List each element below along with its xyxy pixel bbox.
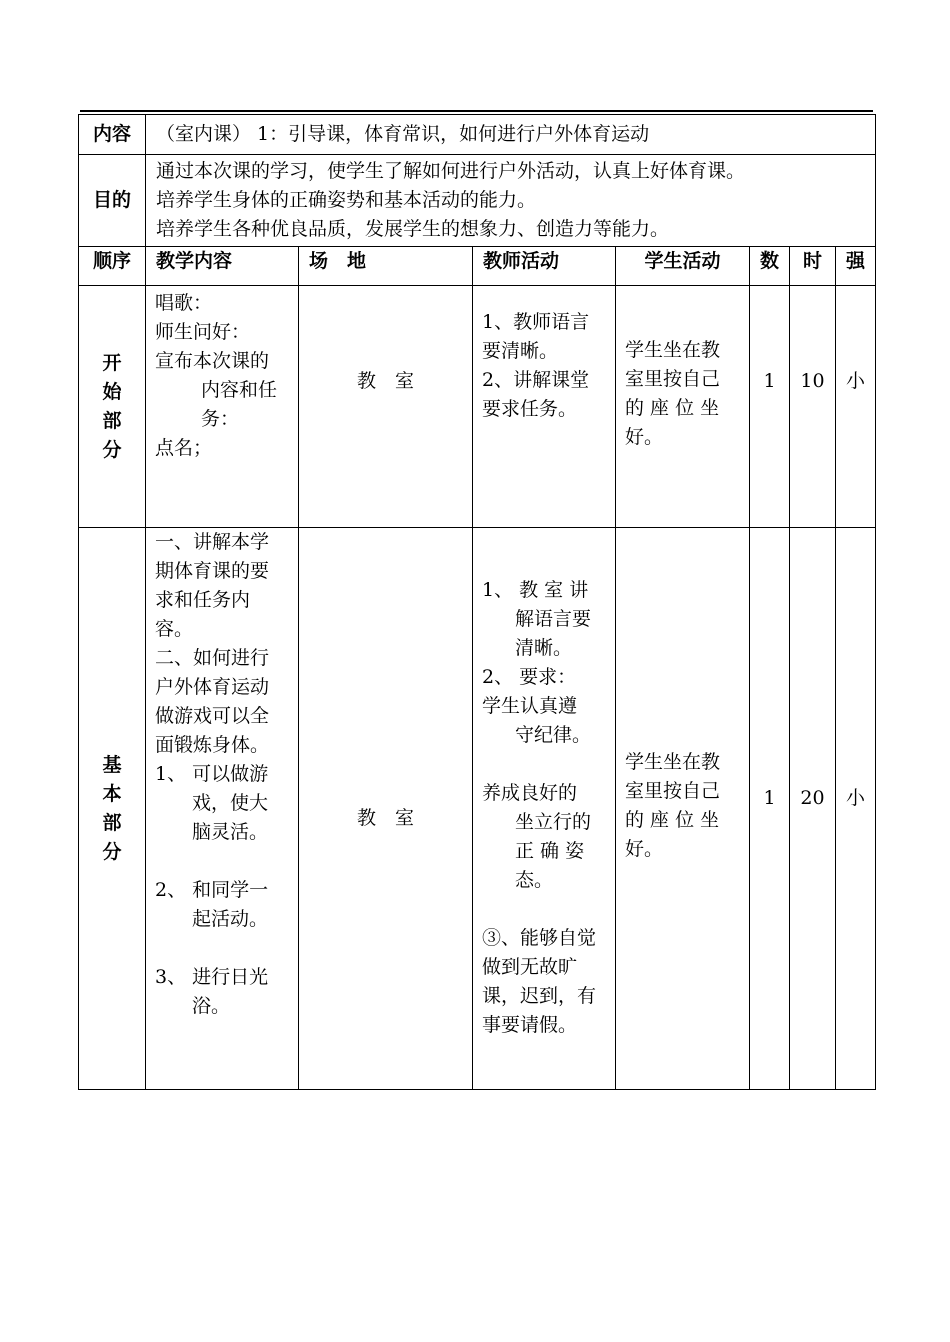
section-basic-count: 1	[750, 528, 790, 1090]
section-start-label	[79, 286, 146, 528]
content-line: 内容和任	[201, 379, 278, 401]
student-line: 好。	[625, 838, 664, 860]
section-start-row	[79, 286, 876, 528]
teacher-line: 事要请假。	[482, 1014, 578, 1036]
content-row	[79, 115, 876, 155]
student-line: 学生坐在教	[625, 751, 721, 773]
section-start-time: 10	[790, 286, 836, 528]
section-basic-intensity: 小	[836, 528, 876, 1090]
student-line: 室里按自己	[625, 368, 721, 390]
header-venue: 场 地	[299, 247, 473, 286]
teacher-line: 养成良好的	[482, 782, 578, 804]
section-start-count: 1	[750, 286, 790, 528]
part-label: 基本部分	[102, 753, 122, 863]
purpose-label: 目的	[79, 155, 146, 247]
student-line: 的 座 位 坐	[625, 809, 720, 831]
teacher-line: 2、 要求：	[482, 666, 577, 688]
section-start-intensity: 小	[836, 286, 876, 528]
content-line: 期体育课的要	[155, 560, 270, 582]
content-line: 二、如何进行	[155, 647, 270, 669]
teacher-line: 正 确 姿	[515, 840, 585, 862]
header-order: 顺序	[79, 247, 146, 286]
teacher-line: 解语言要	[515, 608, 592, 630]
section-basic-student	[616, 528, 750, 1090]
teacher-line: 学生认真遵	[482, 695, 578, 717]
student-line: 的 座 位 坐	[625, 397, 720, 419]
lesson-plan-table	[78, 114, 876, 1090]
section-basic-teacher	[473, 528, 616, 1090]
header-time: 时	[790, 247, 836, 286]
content-line: 求和任务内	[155, 589, 251, 611]
teacher-line: 要求任务。	[482, 398, 578, 420]
section-basic-time: 20	[790, 528, 836, 1090]
section-start-teacher	[473, 286, 616, 528]
teacher-line: 要清晰。	[482, 340, 559, 362]
content-line: 脑灵活。	[192, 821, 269, 843]
top-rule	[80, 110, 873, 112]
section-start-venue: 教 室	[299, 286, 473, 528]
content-line: 唱歌：	[155, 292, 213, 314]
purpose-text	[146, 155, 876, 247]
content-line: 容。	[155, 618, 194, 640]
spacer	[482, 750, 606, 779]
content-line: 务：	[201, 408, 240, 430]
header-intensity: 强	[836, 247, 876, 286]
content-line: 1、 可以做游	[155, 763, 269, 785]
content-line: 3、 进行日光	[155, 966, 269, 988]
purpose-line: 培养学生各种优良品质，发展学生的想象力、创造力等能力。	[156, 218, 670, 240]
spacer	[155, 847, 289, 876]
content-text: （室内课） 1：引导课，体育常识，如何进行户外体育运动	[146, 115, 876, 155]
purpose-line: 培养学生身体的正确姿势和基本活动的能力。	[156, 189, 537, 211]
teacher-line: 1、 教 室 讲	[482, 579, 589, 601]
content-line: 面锻炼身体。	[155, 734, 270, 756]
content-label: 内容	[79, 115, 146, 155]
section-basic-content	[146, 528, 299, 1090]
section-start-student	[616, 286, 750, 528]
spacer	[155, 934, 289, 963]
header-content: 教学内容	[146, 247, 299, 286]
part-label: 开始部分	[102, 351, 122, 461]
purpose-line: 通过本次课的学习，使学生了解如何进行户外活动，认真上好体育课。	[156, 160, 746, 182]
section-basic-venue: 教 室	[299, 528, 473, 1090]
header-student: 学生活动	[616, 247, 750, 286]
teacher-line: 守纪律。	[515, 724, 592, 746]
content-line: 师生问好：	[155, 321, 251, 343]
header-row	[79, 247, 876, 286]
student-line: 学生坐在教	[625, 339, 721, 361]
content-line: 2、 和同学一	[155, 879, 269, 901]
section-start-content	[146, 286, 299, 528]
teacher-line: 清晰。	[515, 637, 573, 659]
purpose-row	[79, 155, 876, 247]
teacher-line: 态。	[515, 869, 554, 891]
section-basic-label	[79, 528, 146, 1090]
student-line: 好。	[625, 426, 664, 448]
content-line: 浴。	[192, 995, 231, 1017]
header-count: 数	[750, 247, 790, 286]
teacher-line: 做到无故旷	[482, 956, 578, 978]
header-teacher: 教师活动	[473, 247, 616, 286]
teacher-line: 坐立行的	[515, 811, 592, 833]
teacher-line: 2、讲解课堂	[482, 369, 590, 391]
content-line: 一、讲解本学	[155, 531, 270, 553]
content-line: 宣布本次课的	[155, 350, 270, 372]
section-basic-row	[79, 528, 876, 1090]
student-line: 室里按自己	[625, 780, 721, 802]
content-line: 做游戏可以全	[155, 705, 270, 727]
content-line: 户外体育运动	[155, 676, 270, 698]
content-line: 起活动。	[192, 908, 269, 930]
teacher-line: ③、能够自觉	[482, 927, 597, 949]
content-line: 点名；	[155, 437, 213, 459]
teacher-line: 课，迟到，有	[482, 985, 597, 1007]
teacher-line: 1、教师语言	[482, 311, 590, 333]
spacer	[482, 895, 606, 924]
content-line: 戏，使大	[192, 792, 269, 814]
